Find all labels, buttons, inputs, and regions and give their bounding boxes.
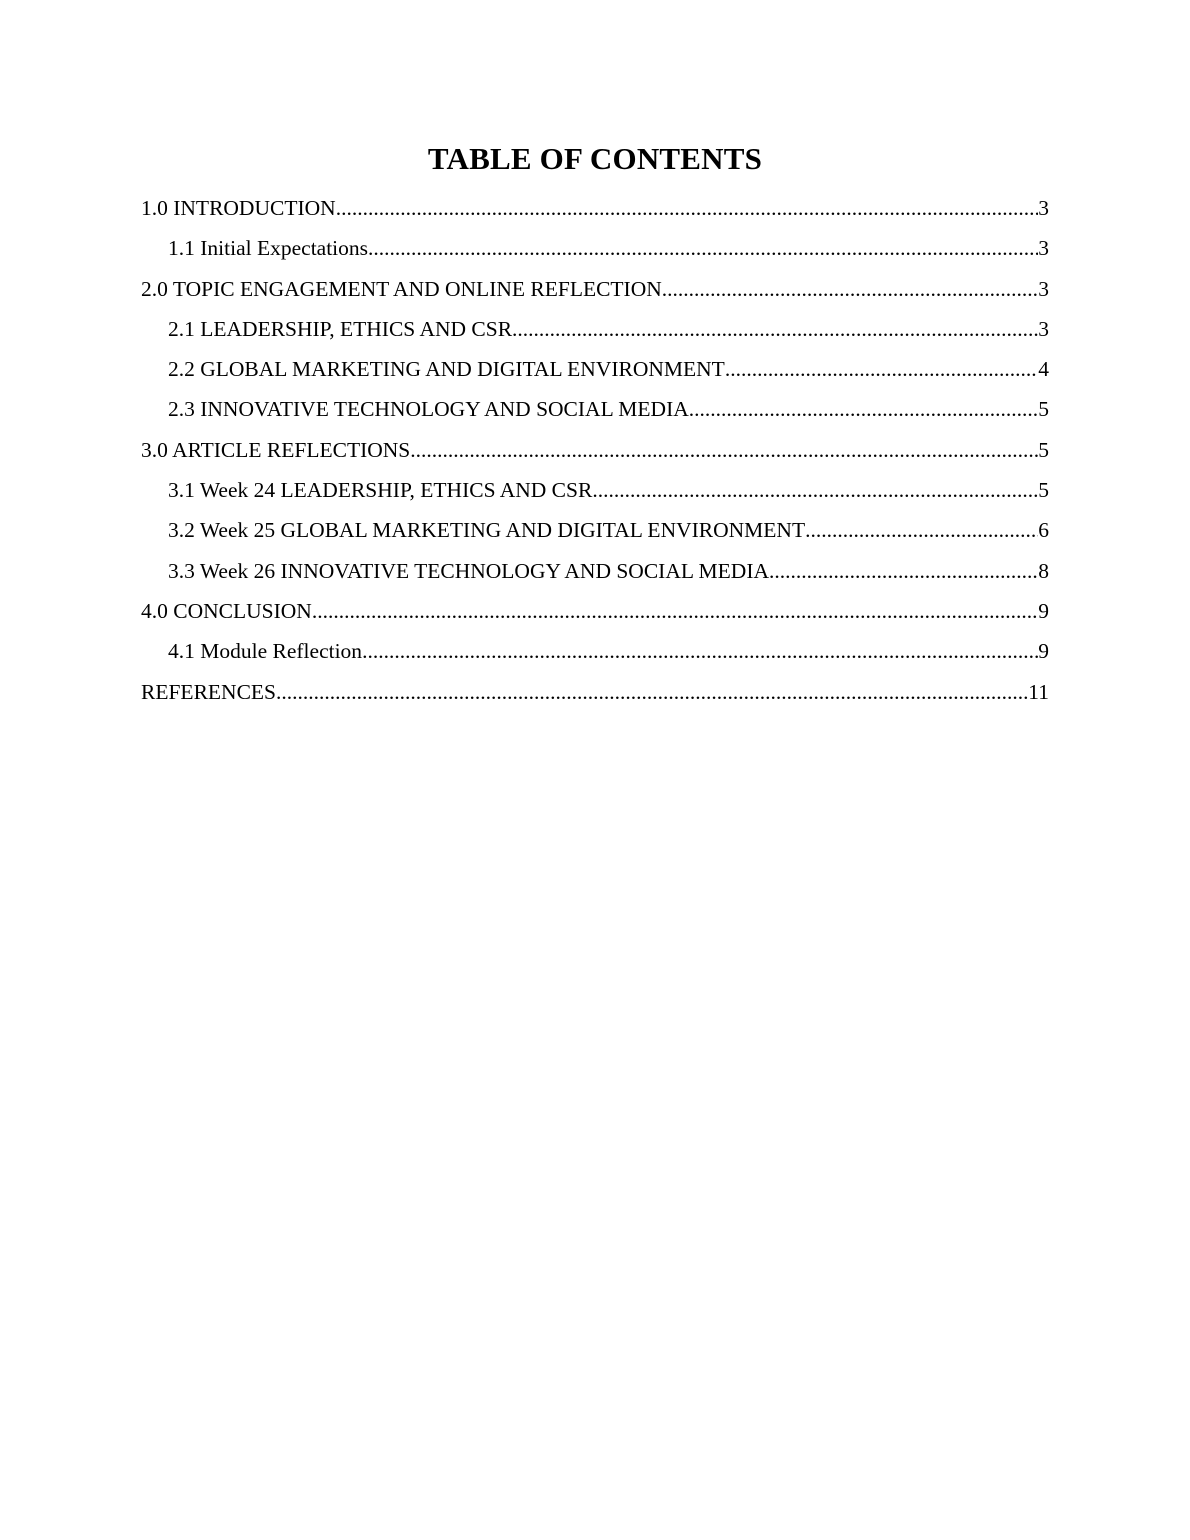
toc-entry[interactable]	[141, 435, 1049, 475]
toc-entry[interactable]	[141, 233, 1049, 273]
toc-entry-page-number: 9	[1038, 639, 1049, 664]
toc-entry-page-number: 9	[1038, 598, 1049, 623]
toc-entry-label: 3.1 Week 24 LEADERSHIP, ETHICS AND CSR	[168, 478, 593, 503]
toc-entry-label: 1.0 INTRODUCTION	[141, 196, 336, 220]
toc-entry-page-number: 5	[1038, 397, 1049, 422]
toc-entry-label: 3.0 ARTICLE REFLECTIONS	[141, 437, 411, 462]
toc-list	[141, 193, 1049, 717]
toc-entry-page-number: 6	[1038, 518, 1049, 543]
toc-dot-leader	[336, 193, 1039, 223]
toc-entry-label: 2.0 TOPIC ENGAGEMENT AND ONLINE REFLECTION	[141, 276, 662, 301]
toc-entry[interactable]	[141, 556, 1049, 596]
toc-entry[interactable]	[141, 677, 1049, 717]
toc-title: TABLE OF CONTENTS	[427, 141, 763, 176]
toc-dot-leader	[368, 233, 1038, 263]
toc-entry-page-number: 3	[1038, 196, 1049, 220]
toc-entry-label: 2.1 LEADERSHIP, ETHICS AND CSR	[168, 316, 513, 341]
toc-entry-label: 3.2 Week 25 GLOBAL MARKETING AND DIGITAL ENVIRONMENT	[168, 518, 806, 543]
toc-entry-page-number: 8	[1038, 558, 1049, 583]
toc-dot-leader	[312, 596, 1038, 626]
toc-entry-page-number: 3	[1038, 236, 1049, 261]
toc-entry[interactable]	[141, 274, 1049, 314]
toc-entry-label: 3.3 Week 26 INNOVATIVE TECHNOLOGY AND SOCIAL MEDIA	[168, 558, 770, 583]
toc-dot-leader	[725, 354, 1038, 384]
toc-entry[interactable]	[141, 636, 1049, 676]
toc-entry-label: REFERENCES	[141, 679, 276, 704]
toc-entry-page-number: 4	[1038, 357, 1049, 382]
toc-entry-page-number: 3	[1038, 276, 1049, 301]
toc-entry-page-number: 5	[1038, 437, 1049, 462]
toc-entry[interactable]	[141, 314, 1049, 354]
toc-dot-leader	[592, 475, 1038, 505]
toc-entry-page-number: 3	[1038, 316, 1049, 341]
toc-entry[interactable]	[141, 596, 1049, 636]
toc-entry[interactable]	[141, 354, 1049, 394]
toc-dot-leader	[512, 314, 1038, 344]
toc-entry-label: 4.0 CONCLUSION	[141, 598, 312, 623]
toc-entry[interactable]	[141, 515, 1049, 555]
toc-entry[interactable]	[141, 394, 1049, 434]
toc-dot-leader	[769, 556, 1038, 586]
toc-entry-label: 4.1 Module Reflection	[168, 639, 363, 664]
toc-dot-leader	[662, 274, 1038, 304]
toc-dot-leader	[689, 394, 1038, 424]
toc-entry-page-number: 5	[1038, 478, 1049, 503]
toc-dot-leader	[805, 515, 1038, 545]
toc-entry-label: 2.3 INNOVATIVE TECHNOLOGY AND SOCIAL MEDIA	[168, 397, 689, 422]
toc-dot-leader	[362, 636, 1038, 666]
toc-entry-page-number: 11	[1028, 679, 1049, 704]
toc-entry-label: 2.2 GLOBAL MARKETING AND DIGITAL ENVIRONMENT	[168, 357, 725, 382]
toc-dot-leader	[276, 677, 1028, 707]
toc-entry-label: 1.1 Initial Expectations	[168, 236, 369, 261]
toc-entry[interactable]	[141, 475, 1049, 515]
toc-entry[interactable]	[141, 193, 1049, 233]
toc-dot-leader	[410, 435, 1038, 465]
